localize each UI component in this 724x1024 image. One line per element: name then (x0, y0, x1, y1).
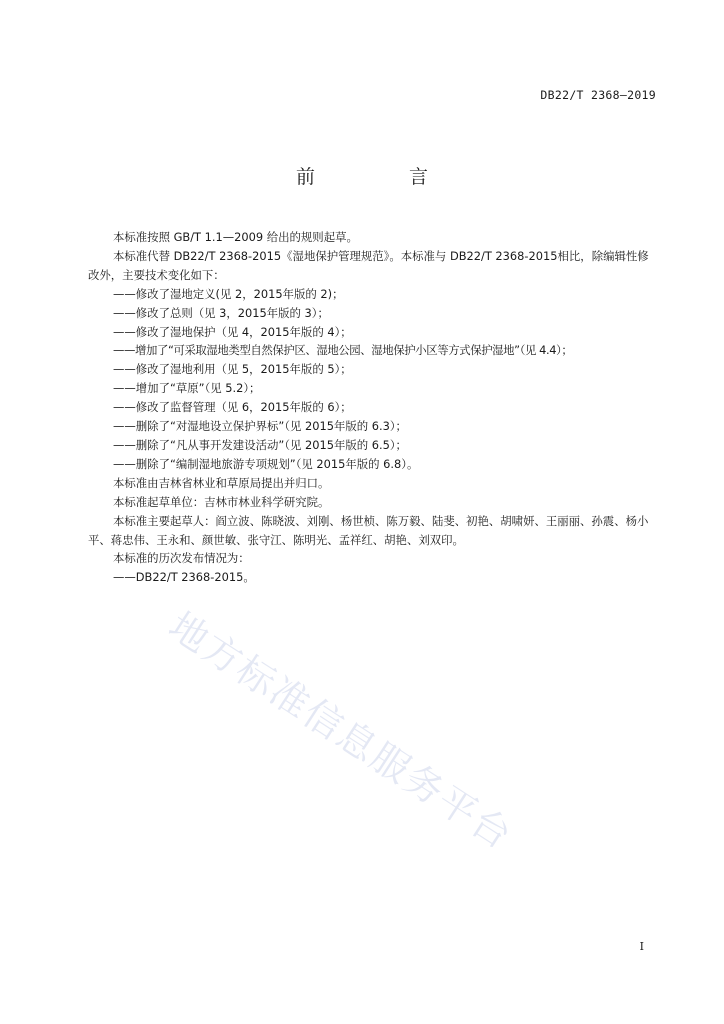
history-item: ——DB22/T 2368-2015。 (113, 570, 255, 585)
change-item: ——修改了总则（见 3，2015年版的 3）； (113, 305, 329, 320)
change-item: ——修改了监督管理（见 6，2015年版的 6）； (113, 400, 352, 415)
change-item: ——增加了“草原”（见 5.2）； (113, 381, 261, 396)
paragraph-history-intro: 本标准的历次发布情况为： (113, 551, 250, 566)
document-body (88, 228, 658, 587)
change-item: ——删除了“凡从事开发建设活动”（见 2015年版的 6.5）； (113, 437, 407, 452)
paragraph-proposer: 本标准由吉林省林业和草原局提出并归口。 (113, 475, 330, 490)
change-item: ——修改了湿地保护（见 4，2015年版的 4）； (113, 324, 352, 339)
watermark: 地方标准信息服务平台 (161, 603, 521, 859)
change-item: ——删除了“编制湿地旅游专项规划”（见 2015年版的 6.8）。 (113, 456, 419, 471)
paragraph-drafters: 本标准主要起草人：阎立波、陈晓波、刘刚、杨世桢、陈万毅、陆斐、初艳、胡啸妍、王丽丽、孙震、杨小平、蒋忠伟、王永和、颜世敏、张守江、陈明光、孟祥红、胡艳、刘双印。 (88, 513, 649, 547)
change-item: ——修改了湿地定义(见 2，2015年版的 2)； (113, 286, 344, 301)
change-item: ——增加了“可采取湿地类型自然保护区、湿地公园、湿地保护小区等方式保护湿地”（见 4.4）； (113, 343, 573, 358)
document-code: DB22/T 2368—2019 (540, 88, 656, 102)
page-number: I (639, 940, 644, 953)
page-title: 前 言 (295, 166, 473, 188)
paragraph-drafting-rules: 本标准按照 GB/T 1.1—2009 给出的规则起草。 (113, 230, 358, 244)
paragraph-drafting-unit: 本标准起草单位：吉林市林业科学研究院。 (113, 494, 330, 509)
paragraph-replacement: 本标准代替 DB22/T 2368-2015《湿地保护管理规范》。本标准与 DB22/T 2368-2015相比，除编辑性修改外，主要技术变化如下： (88, 248, 649, 282)
change-item: ——删除了“对湿地设立保护界标”（见 2015年版的 6.3）； (113, 419, 407, 434)
change-item: ——修改了湿地利用（见 5，2015年版的 5）； (113, 362, 352, 377)
